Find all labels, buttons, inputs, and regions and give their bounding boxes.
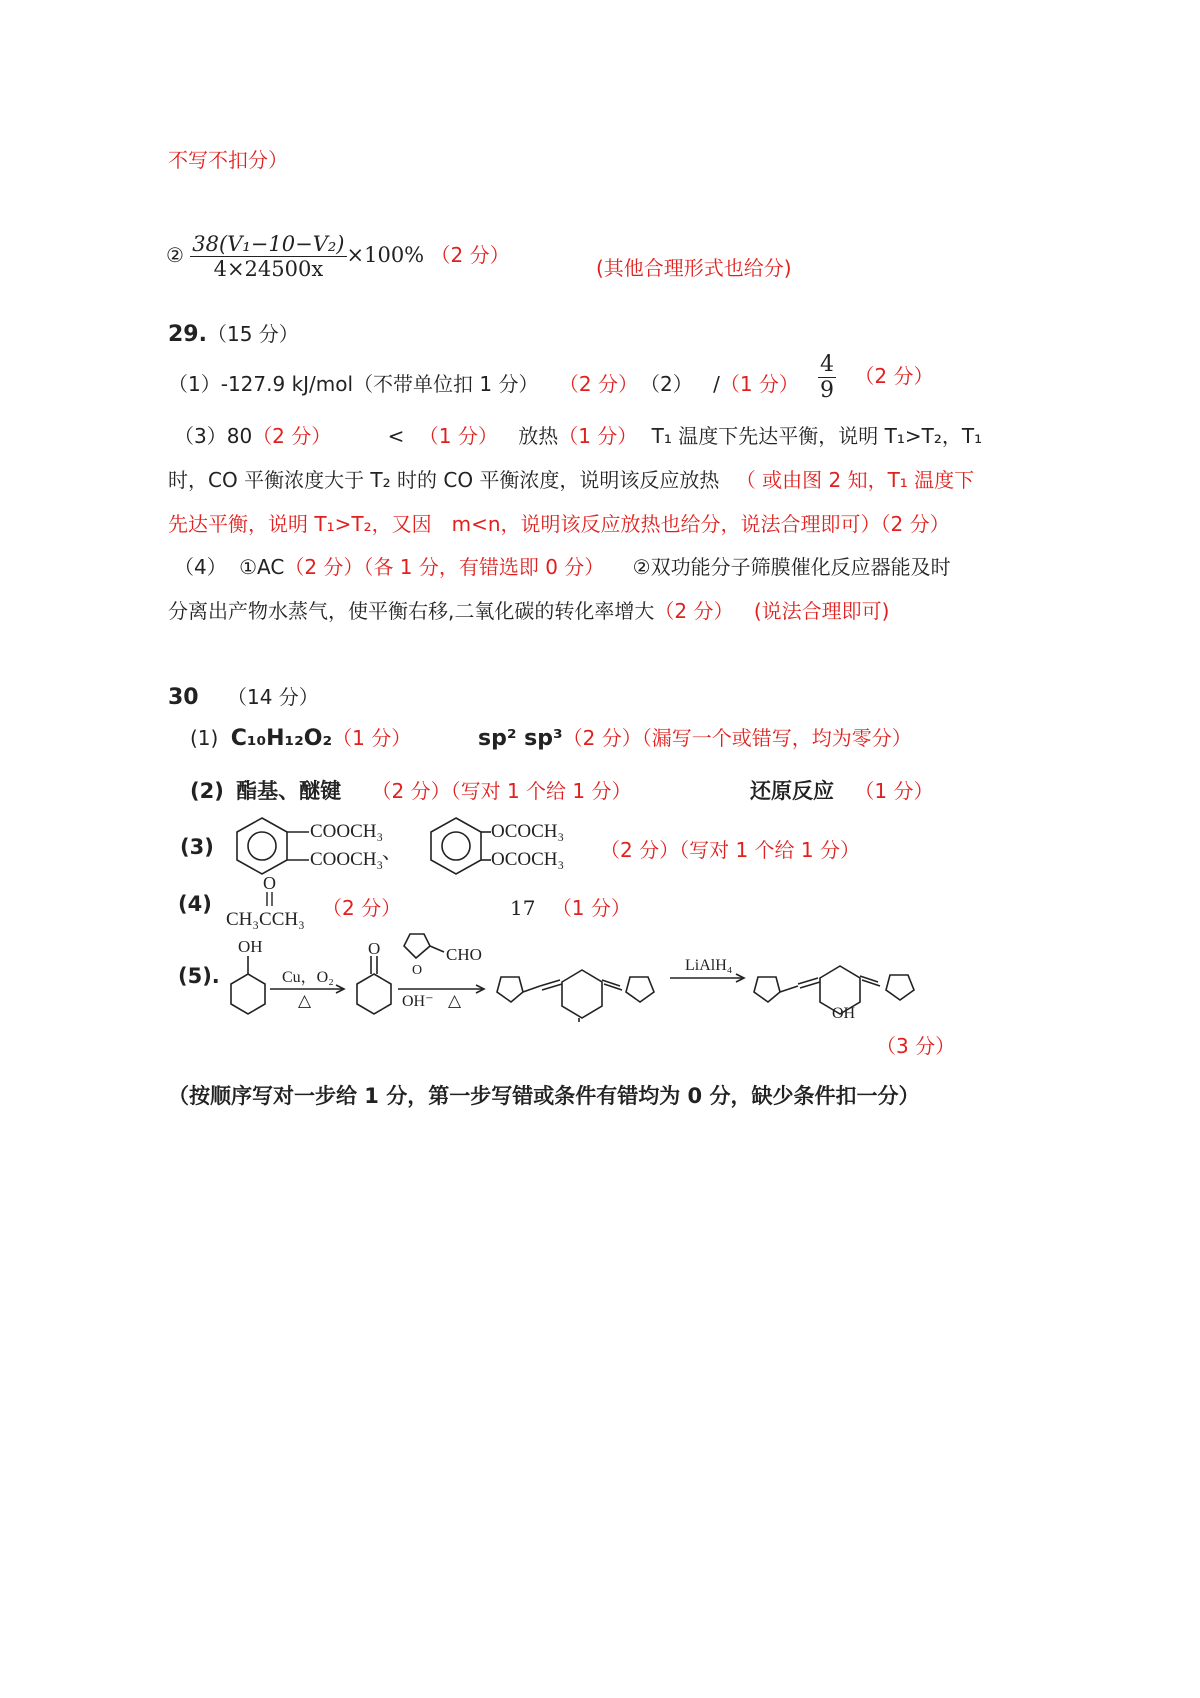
q30-p1-formula: C₁₀H₁₂O₂ [230, 726, 333, 751]
q30-p5-furan-o: O [412, 963, 423, 978]
q30-p3-label: (3) [180, 835, 214, 859]
q29-p3-exo: 放热 [518, 424, 559, 448]
q30-p5-reagent1: Cu，O₂ [282, 969, 334, 986]
q29-p4-score: （2 分）（各 1 分，有错选即 0 分） [284, 555, 605, 579]
q30-p4-o: O [263, 873, 276, 893]
q30-p3-structures [224, 814, 594, 878]
q30-p2-label: (2) [190, 779, 224, 803]
q29-p3-expl-b: 时，CO 平衡浓度大于 T₂ 时的 CO 平衡浓度，说明该反应放热 [168, 468, 720, 492]
q30-part1 [190, 722, 411, 751]
q29-p3-score1: （2 分） [252, 424, 332, 448]
formula-denominator: 4×24500x [213, 257, 324, 281]
q29-p3-score3: （1 分） [558, 424, 638, 448]
q30-p5-delta2: △ [448, 991, 462, 1010]
q30-p4-score: （2 分） [322, 896, 402, 920]
top-note: 不写不扣分） [168, 148, 288, 172]
q30-p5-lialh4: LiAlH₄ [685, 957, 733, 974]
q30-p2-reaction: 还原反应 [750, 779, 834, 803]
furfural-ring [404, 934, 430, 958]
q30-p5-synthesis [222, 930, 942, 1022]
q29-p2-answer: / [713, 372, 720, 396]
q29-p4-second-b: 分离出产物水蒸气，使平衡右移,二氧化碳的转化率增大 [168, 599, 655, 623]
q30-p1-score2: （2 分）（漏写一个或错写，均为零分） [562, 726, 912, 750]
q29-p1-answer: -127.9 kJ/mol [220, 372, 354, 396]
product1-furan-left [497, 977, 523, 1002]
q30-heading [168, 681, 319, 710]
q29-p3-score2: （1 分） [418, 424, 498, 448]
q30-p5-cho: CHO [446, 945, 482, 964]
q29-p2-fraction [818, 352, 836, 403]
q29-part3-line2 [168, 464, 974, 493]
q30-p2-score2: （1 分） [854, 779, 934, 803]
formula-line [166, 232, 510, 281]
q29-p3-label: （3） [174, 424, 227, 448]
q30-p5-delta1: △ [298, 991, 312, 1010]
q30-p1-hyb: sp² sp³ [478, 726, 563, 751]
q29-p2-frac-den: 9 [820, 378, 834, 403]
q30-p5-score: （3 分） [876, 1034, 956, 1058]
q29-p4-answer: ①AC [239, 555, 285, 579]
q30-p3-sep: 、 [382, 841, 402, 863]
q29-p2-frac-num: 4 [820, 352, 834, 377]
product1-furan-right [626, 977, 654, 1002]
q30-p5-label: (5). [178, 964, 220, 988]
formula-marker: ② [166, 243, 184, 267]
q29-p4-second-a: ②双功能分子筛膜催化反应器能及时 [632, 555, 951, 579]
q29-p3-alt-a: （ 或由图 2 知，T₁ 温度下 [735, 468, 975, 492]
product1-central-ring [562, 970, 602, 1018]
q29-p1-label: （1） [168, 372, 221, 396]
q30-p3-score: （2 分）（写对 1 个给 1 分） [600, 838, 860, 862]
q29-p2-fraction-wrap [818, 352, 933, 403]
q29-number: 29. [168, 322, 207, 347]
q30-part1-hyb [478, 722, 912, 751]
q30-total: （14 分） [226, 685, 319, 709]
q29-part1 [168, 368, 638, 397]
product2-furan-left [754, 977, 780, 1002]
q29-p2-score2: （2 分） [854, 364, 934, 388]
q29-p2-score1: （1 分） [719, 372, 799, 396]
q30-part2-reaction [750, 775, 933, 805]
q30-p1-label: (1) [190, 726, 219, 750]
q30-p4-count-line [510, 892, 631, 921]
q29-p3-expl-a: T₁ 温度下先达平衡，说明 T₁>T₂，T₁ [651, 424, 983, 448]
q29-heading [168, 318, 299, 347]
catechol-benzene-ring [431, 818, 491, 874]
q29-p1-unit-note: （不带单位扣 1 分） [353, 372, 539, 396]
q29-p3-lt: < [387, 424, 405, 448]
product2-furan-right [886, 975, 914, 1000]
q29-part3 [174, 420, 982, 449]
q29-p4-score2: （2 分） [654, 599, 734, 623]
q30-p3-sub2a: OCOCH₃ [491, 821, 565, 842]
q30-final-note: （按顺序写对一步给 1 分，第一步写错或条件有错均为 0 分，缺少条件扣一分） [168, 1084, 920, 1108]
q29-part2 [640, 368, 799, 397]
q30-number: 30 [168, 685, 199, 710]
q30-p3-sub2b: OCOCH₃ [491, 849, 565, 870]
q30-p5-oh2: OH [832, 1005, 856, 1022]
q30-p5-base: OH⁻ [402, 993, 434, 1010]
q29-p2-label: （2） [640, 372, 693, 396]
q29-p3-alt-b: 先达平衡，说明 T₁>T₂，又因 m<n，说明该反应放热也给分，说法合理即可）（2 分） [168, 512, 950, 536]
q29-part4 [174, 551, 951, 580]
q30-p5-oh: OH [238, 937, 263, 956]
q30-p2-answer: 酯基、醚键 [236, 779, 342, 803]
formula-note: (其他合理形式也给分) [596, 256, 792, 280]
formula-numerator: 38(V₁−10−V₂) [192, 232, 345, 256]
q30-p4-mol: CH₃CCH₃ [226, 909, 305, 930]
q30-p4-score2: （1 分） [551, 896, 631, 920]
phthalate-benzene-ring [237, 818, 309, 874]
q30-p3-sub1b: COOCH₃ [310, 849, 384, 870]
q30-p5-o: O [368, 939, 381, 958]
formula-fraction [190, 232, 346, 281]
q30-p2-score: （2 分）（写对 1 个给 1 分） [371, 779, 632, 803]
q30-part2 [190, 775, 632, 805]
formula-times: ×100% [346, 243, 425, 267]
q30-p4-acetone [226, 872, 326, 932]
q29-total: （15 分） [206, 322, 299, 346]
cyclohexanol-ring [231, 974, 265, 1014]
q30-p1-score: （1 分） [332, 726, 412, 750]
q29-part4-line2 [168, 595, 889, 624]
formula-score: （2 分） [430, 243, 510, 267]
cyclohexanone-ring [357, 974, 391, 1014]
q29-p4-label: （4） [174, 555, 227, 579]
q30-p4-count: 17 [510, 896, 536, 920]
q29-p4-note: (说法合理即可) [753, 599, 890, 623]
q29-p1-score: （2 分） [558, 372, 638, 396]
q29-p3-answer: 80 [226, 424, 253, 448]
q30-p3-sub1a: COOCH₃ [310, 821, 384, 842]
q30-p4-label: (4) [178, 892, 212, 916]
